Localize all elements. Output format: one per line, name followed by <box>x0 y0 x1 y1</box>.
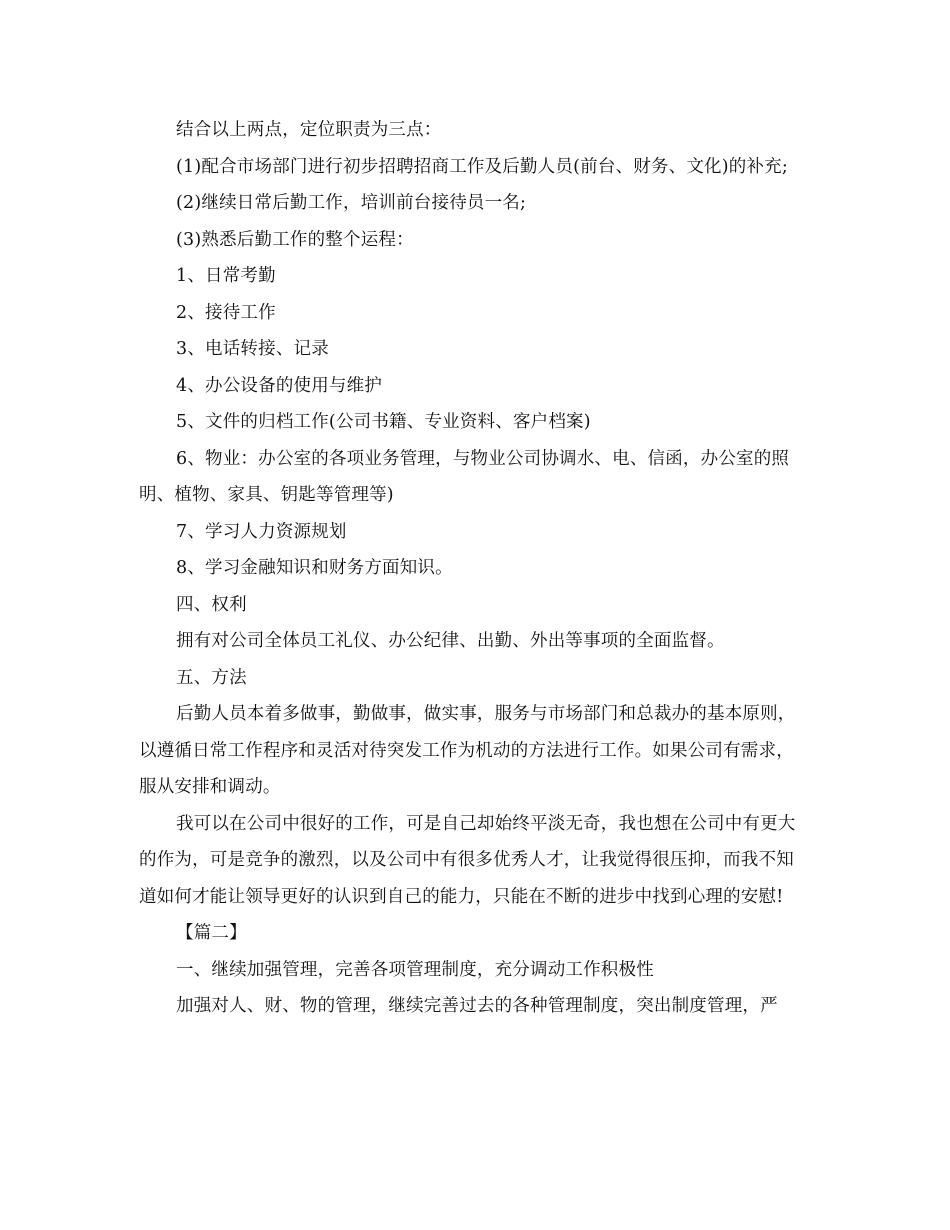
paragraph: 拥有对公司全体员工礼仪、办公纪律、出勤、外出等事项的全面监督。 <box>176 631 725 651</box>
paragraph: (2)继续日常后勤工作，培训前台接待员一名; <box>176 193 527 213</box>
list-item: 5、文件的归档工作(公司书籍、专业资料、客户档案) <box>176 412 591 432</box>
document-body <box>139 112 811 1025</box>
list-item: 7、学习人力资源规划 <box>176 521 347 542</box>
section-heading: 四、权利 <box>176 594 247 615</box>
paragraph: 结合以上两点，定位职责为三点： <box>176 120 442 140</box>
section-heading: 一、继续加强管理，完善各项管理制度，充分调动工作积极性 <box>176 959 654 980</box>
paragraph: 后勤人员本着多做事，勤做事，做实事，服务与市场部门和总裁办的基本原则，以遵循日常工作程序和灵活对待突发工作为机动的方法进行工作。如果公司有需求，服从安排和调动。 <box>139 704 796 797</box>
list-item: 2、接待工作 <box>176 302 276 323</box>
section-heading: 五、方法 <box>176 667 247 688</box>
paragraph: (1)配合市场部门进行初步招聘招商工作及后勤人员(前台、财务、文化)的补充; <box>176 156 788 177</box>
list-item: 1、日常考勤 <box>176 266 276 286</box>
paragraph: 我可以在公司中很好的工作，可是自己却始终平淡无奇，我也想在公司中有更大的作为，可是竞争的激烈，以及公司中有很多优秀人才，让我觉得很压抑，而我不知道如何才能让领导更好的认识到自己的能力，只能在不断的进步中找到心理的安慰! <box>139 813 796 907</box>
list-item: 4、办公设备的使用与维护 <box>176 375 383 396</box>
paragraph: (3)熟悉后勤工作的整个运程： <box>176 229 414 250</box>
list-item: 3、电话转接、记录 <box>176 339 329 359</box>
list-item: 6、物业：办公室的各项业务管理，与物业公司协调水、电、信函，办公室的照明、植物、家具、钥匙等管理等) <box>139 448 790 505</box>
list-item: 8、学习金融知识和财务方面知识。 <box>176 558 453 578</box>
paragraph: 加强对人、财、物的管理，继续完善过去的各种管理制度，突出制度管理，严 <box>176 996 778 1016</box>
chapter-heading: 【篇二】 <box>176 923 247 943</box>
